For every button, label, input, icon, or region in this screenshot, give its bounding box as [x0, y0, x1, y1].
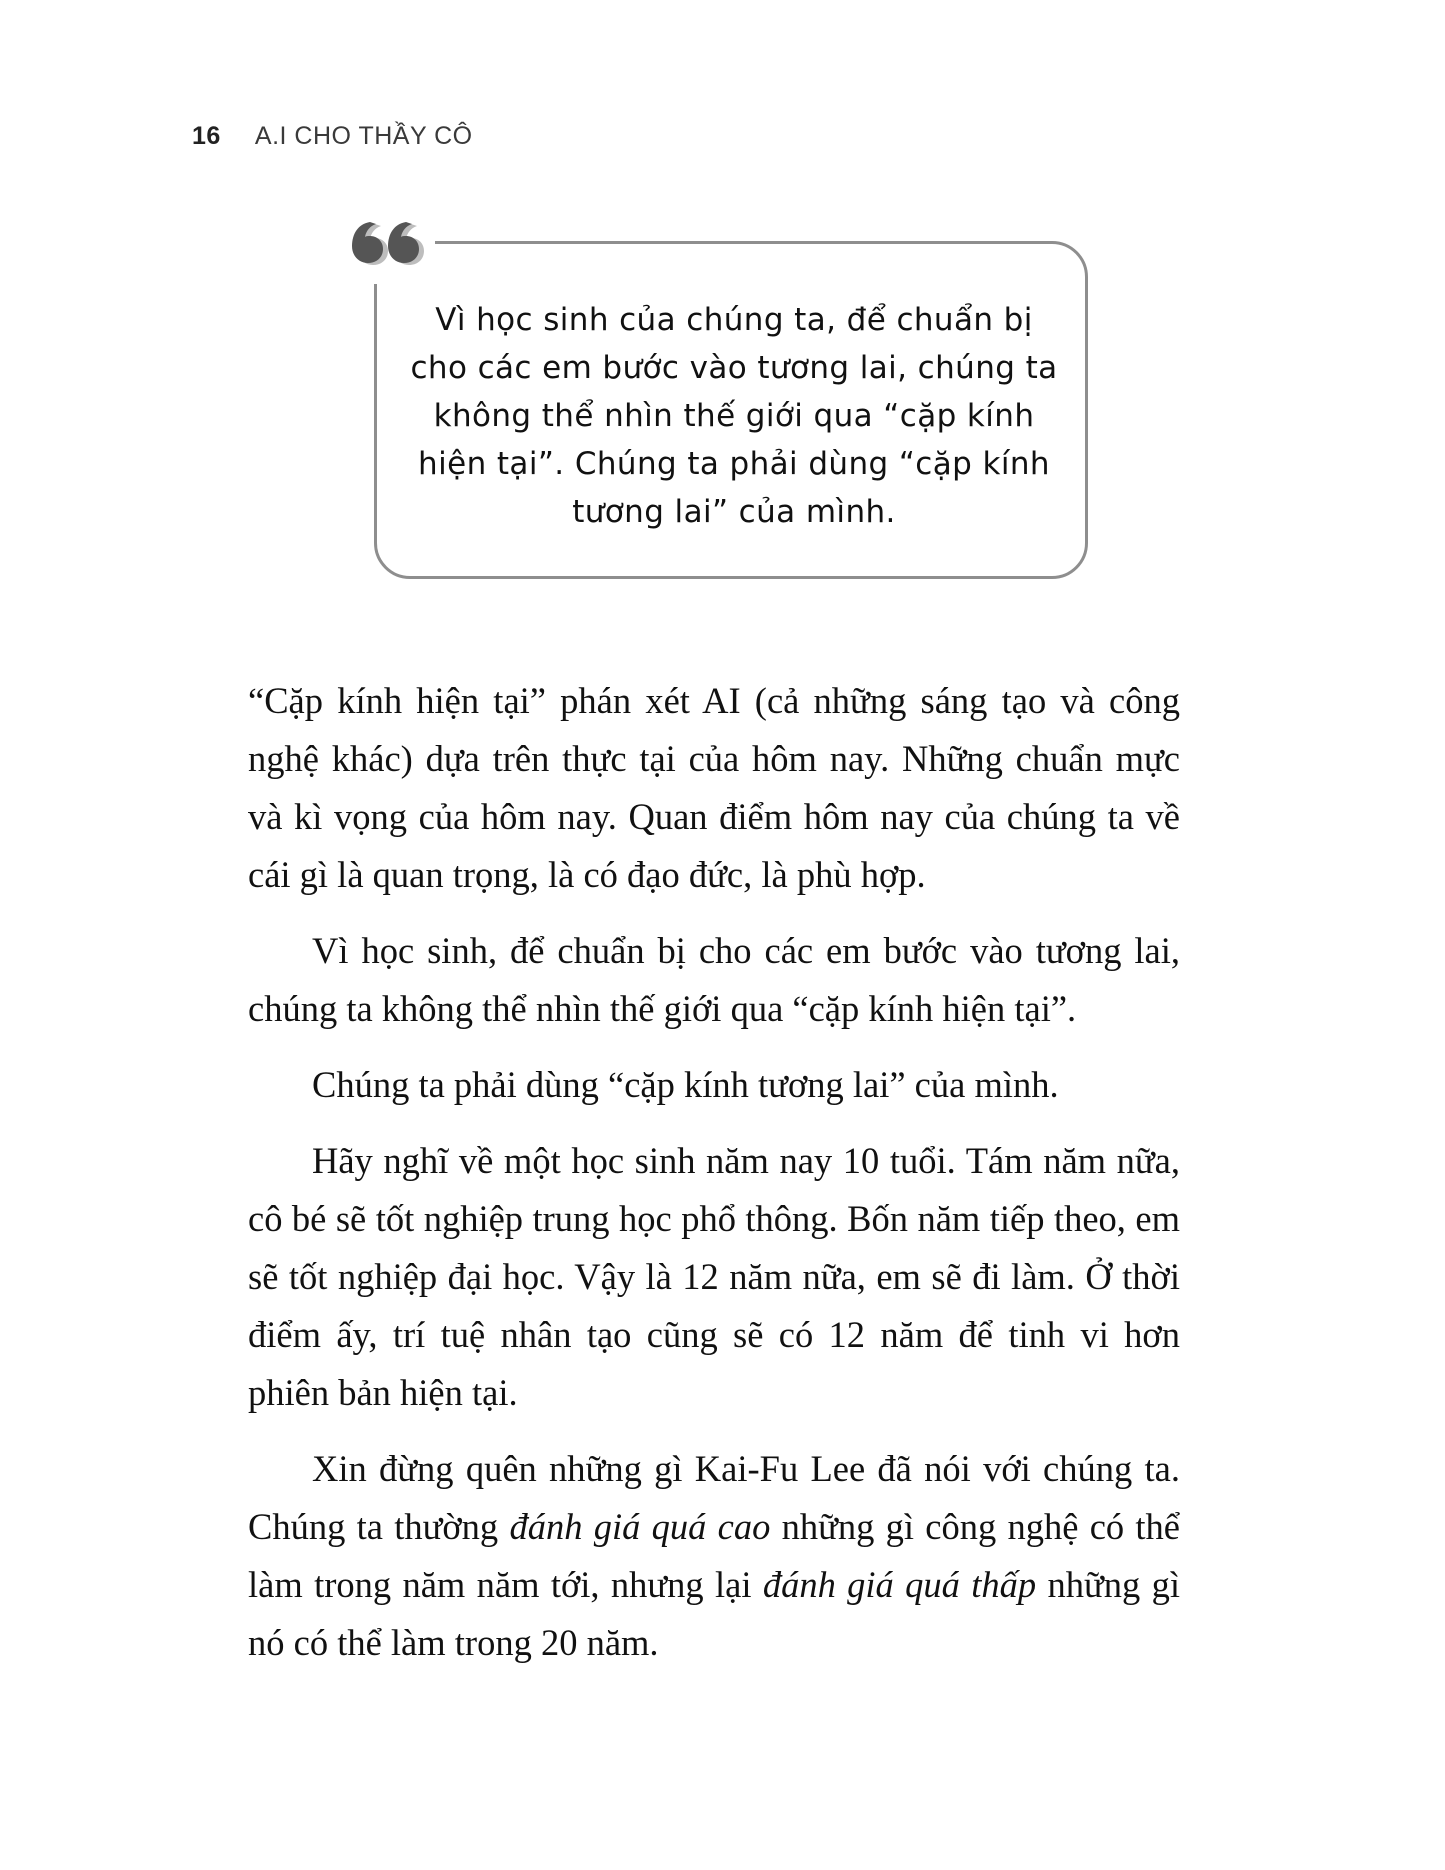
page-number: 16 [192, 122, 221, 150]
emphasis-underestimate: đánh giá quá thấp [762, 1564, 1037, 1605]
pull-quote-text: Vì học sinh của chúng ta, để chuẩn bị cho các em bước vào tương lai, chúng ta không thể nhìn thế giới qua “cặp kính hiện tại”. Chúng ta phải dùng “cặp kính tương lai” của mình. [410, 302, 1058, 530]
body-text [248, 672, 1180, 1690]
open-double-quote-icon [348, 192, 438, 282]
paragraph-text: những gì công nghệ có thể làm trong năm năm tới, nhưng lại [248, 1506, 1180, 1605]
emphasis-overestimate: đánh giá quá cao [509, 1506, 771, 1547]
paragraph: Chúng ta phải dùng “cặp kính tương lai” của mình. [312, 1064, 1059, 1105]
paragraph: Vì học sinh, để chuẩn bị cho các em bước vào tương lai, chúng ta không thể nhìn thế giới qua “cặp kính hiện tại”. [248, 930, 1180, 1029]
paragraph [248, 1440, 1180, 1672]
paragraph-text: Xin đừng quên những gì Kai-Fu Lee đã nói với chúng ta. Chúng ta thường [248, 1448, 1180, 1547]
paragraph: Hãy nghĩ về một học sinh năm nay 10 tuổi. Tám năm nữa, cô bé sẽ tốt nghiệp trung học phổ thông. Bốn năm tiếp theo, em sẽ tốt nghiệp đại học. Vậy là 12 năm nữa, em sẽ đi làm. Ở thời điểm ấy, trí tuệ nhân tạo cũng sẽ có 12 năm để tinh vi hơn phiên bản hiện tại. [248, 1140, 1180, 1413]
running-header [192, 122, 473, 151]
book-title: A.I CHO THẦY CÔ [254, 122, 473, 150]
paragraph-text: những gì nó có thể làm trong 20 năm. [248, 1564, 1180, 1663]
paragraph: “Cặp kính hiện tại” phán xét AI (cả những sáng tạo và công nghệ khác) dựa trên thực tại của hôm nay. Những chuẩn mực và kì vọng của hôm nay. Quan điểm hôm nay của chúng ta về cái gì là quan trọng, là có đạo đức, là phù hợp. [248, 680, 1180, 895]
